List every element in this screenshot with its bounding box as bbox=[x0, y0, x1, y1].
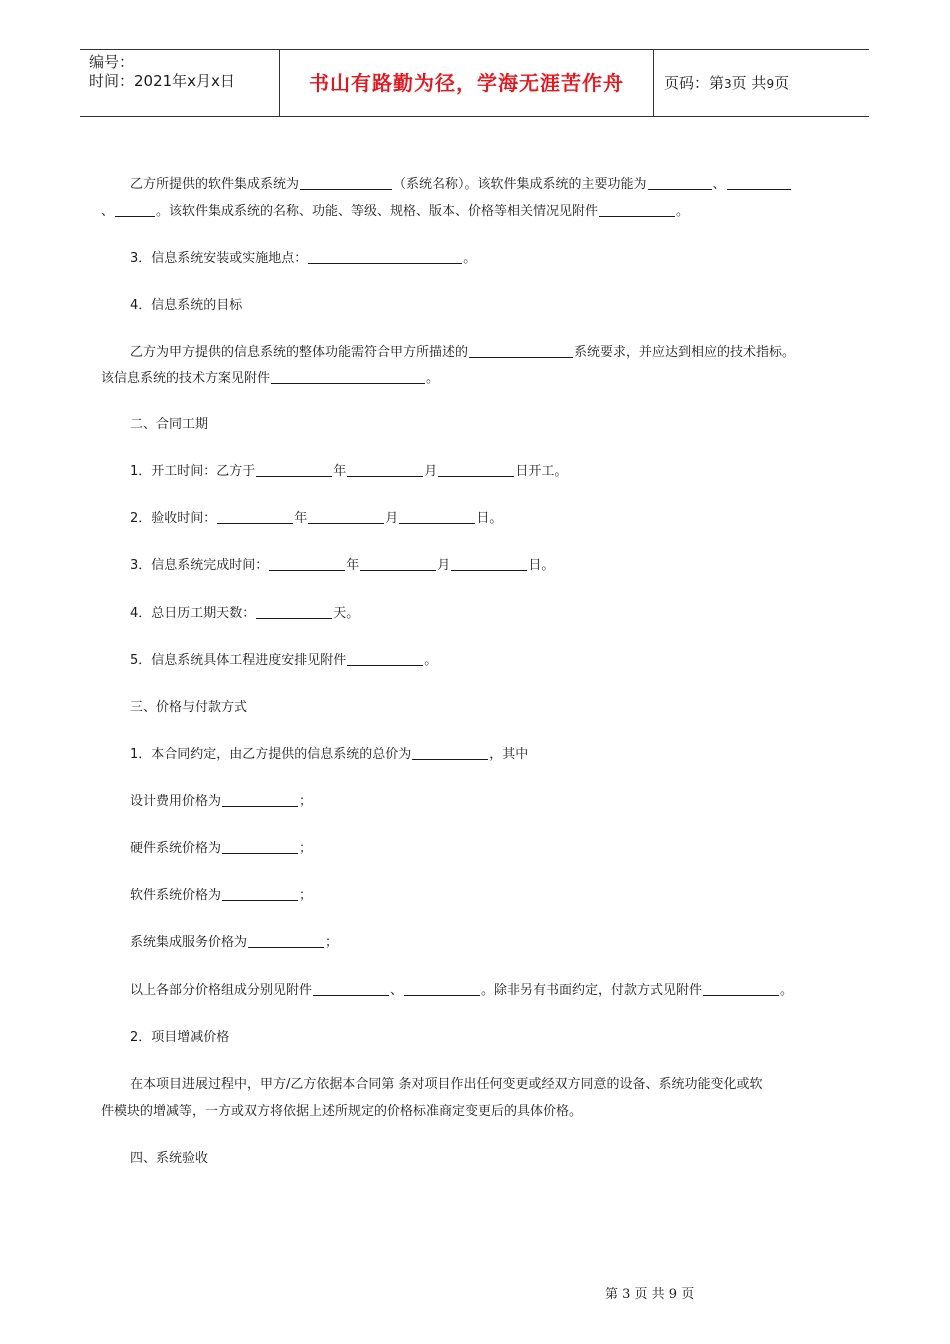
price-adjustment-heading: 2．项目增减价格 bbox=[130, 1030, 230, 1045]
text: ； bbox=[299, 888, 313, 903]
price-adjustment-paragraph: 在本项目进展过程中，甲方/乙方依据本合同第 条对项目作出任何变更或经双方同意的设备、系统功能变化或软 bbox=[130, 1077, 763, 1092]
page-label: 页码：第 bbox=[664, 74, 725, 92]
text: 。该软件集成系统的名称、功能、等级、规格、版本、价格等相关情况见附件 bbox=[156, 204, 599, 219]
price-design bbox=[101, 789, 861, 814]
text: 日。 bbox=[476, 511, 503, 526]
text: 月 bbox=[385, 511, 399, 526]
text: 2．验收时间： bbox=[130, 511, 217, 526]
text: 年 bbox=[346, 558, 360, 573]
text: 。 bbox=[780, 983, 794, 998]
blank-field bbox=[727, 175, 791, 190]
blank-field bbox=[222, 792, 298, 807]
text: 天。 bbox=[333, 606, 360, 621]
text: 软件系统价格为 bbox=[130, 888, 222, 903]
blank-field bbox=[451, 556, 527, 571]
text: 。 bbox=[463, 251, 477, 266]
paragraph-system-function-cont bbox=[101, 366, 861, 391]
text: 系统集成服务价格为 bbox=[130, 935, 248, 950]
text: 日开工。 bbox=[515, 464, 568, 479]
text: 。 bbox=[424, 653, 438, 668]
section-heading-schedule: 二、合同工期 bbox=[130, 417, 209, 432]
section-heading-acceptance: 四、系统验收 bbox=[130, 1151, 209, 1166]
text: 。 bbox=[426, 371, 440, 386]
price-software bbox=[101, 883, 861, 908]
blank-field bbox=[308, 509, 384, 524]
blank-field bbox=[648, 175, 712, 190]
page-total: 9 bbox=[766, 77, 775, 91]
text: 3．信息系统完成时间： bbox=[130, 558, 269, 573]
price-breakdown bbox=[101, 978, 861, 1003]
text: 4．总日历工期天数： bbox=[130, 606, 256, 621]
text: 5．信息系统具体工程进度安排见附件 bbox=[130, 653, 347, 668]
blank-field bbox=[256, 462, 332, 477]
blank-field bbox=[469, 343, 573, 358]
blank-field bbox=[271, 369, 425, 384]
text: 月 bbox=[424, 464, 438, 479]
blank-field bbox=[313, 981, 389, 996]
text: 硬件系统价格为 bbox=[130, 841, 222, 856]
paragraph-software-system-cont bbox=[101, 199, 861, 224]
text: 1．本合同约定，由乙方提供的信息系统的总价为 bbox=[130, 747, 412, 762]
blank-field bbox=[300, 175, 392, 190]
schedule-acceptance-time bbox=[101, 506, 861, 531]
text: 、 bbox=[390, 983, 404, 998]
item-system-goal: 4．信息系统的目标 bbox=[130, 298, 243, 313]
blank-field bbox=[399, 509, 475, 524]
text: ； bbox=[299, 794, 313, 809]
header-motto: 书山有路勤为径，学海无涯苦作舟 bbox=[280, 50, 654, 116]
text: ； bbox=[299, 841, 313, 856]
text: 月 bbox=[437, 558, 451, 573]
text: 3．信息系统安装或实施地点： bbox=[130, 251, 308, 266]
blank-field bbox=[222, 839, 298, 854]
page-footer: 第 3 页 共 9 页 bbox=[605, 1287, 695, 1302]
paragraph-system-function bbox=[101, 340, 861, 365]
blank-field bbox=[308, 249, 462, 264]
blank-field bbox=[703, 981, 779, 996]
text: 。除非另有书面约定，付款方式见附件 bbox=[481, 983, 703, 998]
text: 、 bbox=[712, 177, 726, 192]
text: 年 bbox=[333, 464, 347, 479]
text: 乙方所提供的软件集成系统为 bbox=[130, 177, 300, 192]
schedule-total-days bbox=[101, 601, 861, 626]
text: 设计费用价格为 bbox=[130, 794, 222, 809]
page-current: 3 bbox=[724, 77, 732, 91]
schedule-progress-plan bbox=[101, 648, 861, 673]
schedule-completion-time bbox=[101, 553, 861, 578]
blank-field bbox=[248, 933, 324, 948]
text: 以上各部分价格组成分别见附件 bbox=[130, 983, 313, 998]
header-meta bbox=[80, 50, 280, 116]
paragraph-software-system bbox=[101, 172, 861, 197]
blank-field bbox=[404, 981, 480, 996]
page-end: 页 bbox=[774, 74, 790, 92]
price-integration bbox=[101, 930, 861, 955]
blank-field bbox=[347, 462, 423, 477]
document-time: 时间：2021年x月x日 bbox=[89, 72, 235, 90]
header-page-number bbox=[654, 50, 869, 116]
blank-field bbox=[222, 886, 298, 901]
text: ，其中 bbox=[489, 747, 529, 762]
item-install-location bbox=[101, 246, 861, 271]
blank-field bbox=[412, 745, 488, 760]
text: 该信息系统的技术方案见附件 bbox=[101, 371, 271, 386]
price-total bbox=[101, 742, 861, 767]
blank-field bbox=[256, 604, 332, 619]
blank-field bbox=[347, 651, 423, 666]
blank-field bbox=[115, 202, 155, 217]
price-adjustment-paragraph-cont: 件模块的增减等，一方或双方将依据上述所规定的价格标准商定变更后的具体价格。 bbox=[101, 1104, 583, 1119]
blank-field bbox=[360, 556, 436, 571]
text: 、 bbox=[101, 204, 115, 219]
blank-field bbox=[217, 509, 293, 524]
text: 系统要求，并应达到相应的技术指标。 bbox=[574, 345, 796, 360]
document-number-label: 编号： bbox=[89, 53, 135, 71]
blank-field bbox=[599, 202, 675, 217]
text: 日。 bbox=[528, 558, 555, 573]
section-heading-price: 三、价格与付款方式 bbox=[130, 700, 248, 715]
blank-field bbox=[438, 462, 514, 477]
price-hardware bbox=[101, 836, 861, 861]
document-header bbox=[80, 49, 869, 117]
text: （系统名称）。该软件集成系统的主要功能为 bbox=[393, 177, 647, 192]
blank-field bbox=[269, 556, 345, 571]
page-mid: 页 共 bbox=[731, 74, 767, 92]
text: 年 bbox=[294, 511, 308, 526]
text: ； bbox=[325, 935, 339, 950]
text: 乙方为甲方提供的信息系统的整体功能需符合甲方所描述的 bbox=[130, 345, 469, 360]
text: 。 bbox=[676, 204, 690, 219]
schedule-start-time bbox=[101, 459, 861, 484]
text: 1．开工时间：乙方于 bbox=[130, 464, 256, 479]
